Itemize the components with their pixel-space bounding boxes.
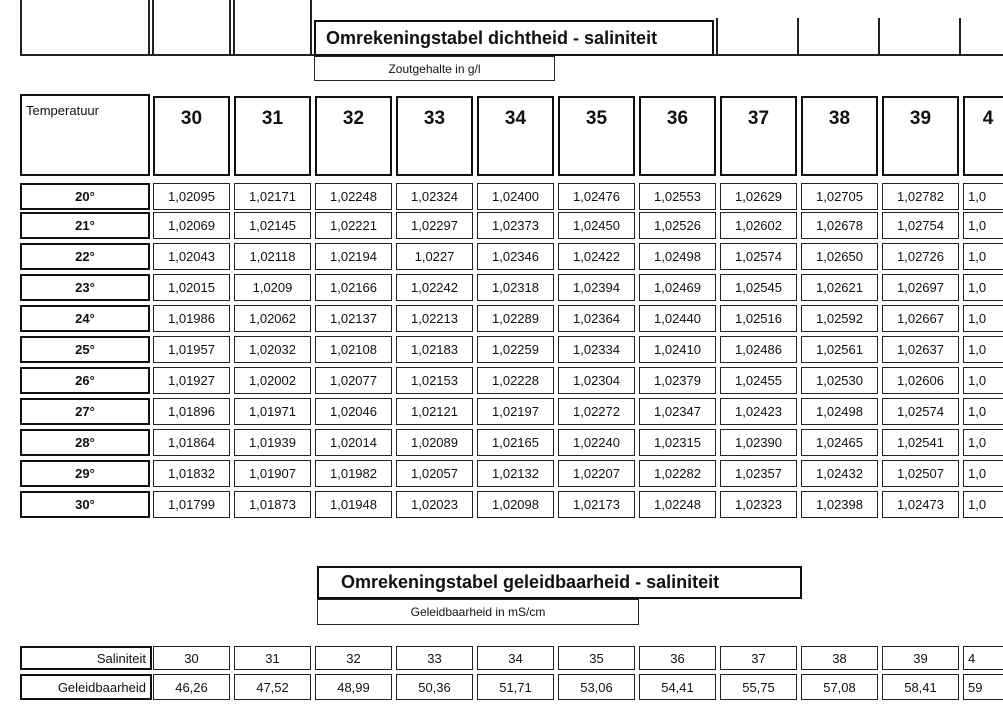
salinity-header-cell: 38 [801,96,878,176]
density-value-cell: 1,02272 [558,398,635,425]
density-value-cell: 1,02194 [315,243,392,270]
density-value-cell: 1,0 [963,212,1003,239]
density-value-cell: 1,02705 [801,183,878,210]
density-value-cell: 1,02002 [234,367,311,394]
density-value-cell: 1,02398 [801,491,878,518]
density-value-cell: 1,0 [963,491,1003,518]
density-value-cell: 1,02650 [801,243,878,270]
density-value-cell: 1,02357 [720,460,797,487]
density-value-cell: 1,0209 [234,274,311,301]
density-value-cell: 1,02507 [882,460,959,487]
density-value-cell: 1,02530 [801,367,878,394]
temperature-row-label: 25° [20,336,150,363]
conductivity-value-cell: 50,36 [396,674,473,700]
density-value-cell: 1,01864 [153,429,230,456]
density-value-cell: 1,0 [963,274,1003,301]
density-value-cell: 1,02440 [639,305,716,332]
temperature-row-label: 30° [20,491,150,518]
density-value-cell: 1,01832 [153,460,230,487]
temperature-row-label: 20° [20,183,150,210]
conductivity-value-cell: 58,41 [882,674,959,700]
salinity-value-cell: 38 [801,646,878,670]
density-value-cell: 1,02315 [639,429,716,456]
density-value-cell: 1,02410 [639,336,716,363]
density-value-cell: 1,02323 [720,491,797,518]
density-value-cell: 1,02423 [720,398,797,425]
density-value-cell: 1,02545 [720,274,797,301]
density-value-cell: 1,0 [963,429,1003,456]
salinity-row-label: Saliniteit [20,646,152,670]
conductivity-value-cell: 48,99 [315,674,392,700]
density-value-cell: 1,02297 [396,212,473,239]
density-value-cell: 1,02364 [558,305,635,332]
density-value-cell: 1,02259 [477,336,554,363]
salinity-value-cell: 30 [153,646,230,670]
density-value-cell: 1,02304 [558,367,635,394]
density-value-cell: 1,02678 [801,212,878,239]
conductivity-value-cell: 59 [963,674,1003,700]
conductivity-value-cell: 54,41 [639,674,716,700]
salinity-header-cell: 39 [882,96,959,176]
density-value-cell: 1,02602 [720,212,797,239]
density-value-cell: 1,02197 [477,398,554,425]
density-value-cell: 1,0 [963,305,1003,332]
density-value-cell: 1,01939 [234,429,311,456]
conductivity-value-cell: 57,08 [801,674,878,700]
density-value-cell: 1,02289 [477,305,554,332]
salinity-header-cell: 31 [234,96,311,176]
density-value-cell: 1,02432 [801,460,878,487]
density-value-cell: 1,0 [963,336,1003,363]
density-value-cell: 1,02183 [396,336,473,363]
density-value-cell: 1,02108 [315,336,392,363]
density-value-cell: 1,02606 [882,367,959,394]
density-value-cell: 1,02077 [315,367,392,394]
density-value-cell: 1,02207 [558,460,635,487]
salinity-value-cell: 33 [396,646,473,670]
density-value-cell: 1,02574 [720,243,797,270]
conductivity-value-cell: 53,06 [558,674,635,700]
density-value-cell: 1,01927 [153,367,230,394]
density-value-cell: 1,02637 [882,336,959,363]
density-value-cell: 1,02476 [558,183,635,210]
salinity-header-cell: 37 [720,96,797,176]
density-value-cell: 1,02171 [234,183,311,210]
density-value-cell: 1,02422 [558,243,635,270]
density-value-cell: 1,0 [963,367,1003,394]
density-value-cell: 1,02592 [801,305,878,332]
density-value-cell: 1,02574 [882,398,959,425]
density-value-cell: 1,02221 [315,212,392,239]
salinity-value-cell: 4 [963,646,1003,670]
density-value-cell: 1,02057 [396,460,473,487]
density-value-cell: 1,02526 [639,212,716,239]
density-value-cell: 1,01907 [234,460,311,487]
salinity-header-cell: 30 [153,96,230,176]
density-value-cell: 1,01948 [315,491,392,518]
density-value-cell: 1,02347 [639,398,716,425]
temperature-header: Temperatuur [20,94,150,176]
density-value-cell: 1,02095 [153,183,230,210]
density-value-cell: 1,02473 [882,491,959,518]
density-value-cell: 1,02754 [882,212,959,239]
density-value-cell: 1,02145 [234,212,311,239]
density-table-title: Omrekeningstabel dichtheid - saliniteit [314,20,714,56]
conductivity-table-subtitle: Geleidbaarheid in mS/cm [317,599,639,625]
salinity-header-cell: 33 [396,96,473,176]
salinity-header-cell: 4 [963,96,1003,176]
temperature-row-label: 24° [20,305,150,332]
density-value-cell: 1,02498 [801,398,878,425]
density-value-cell: 1,02069 [153,212,230,239]
conductivity-value-cell: 51,71 [477,674,554,700]
density-value-cell: 1,02032 [234,336,311,363]
density-value-cell: 1,02334 [558,336,635,363]
density-value-cell: 1,0 [963,460,1003,487]
salinity-value-cell: 36 [639,646,716,670]
salinity-value-cell: 31 [234,646,311,670]
density-value-cell: 1,01982 [315,460,392,487]
density-value-cell: 1,02121 [396,398,473,425]
density-value-cell: 1,02282 [639,460,716,487]
density-value-cell: 1,02373 [477,212,554,239]
density-value-cell: 1,02516 [720,305,797,332]
density-value-cell: 1,02324 [396,183,473,210]
temperature-row-label: 27° [20,398,150,425]
density-value-cell: 1,01873 [234,491,311,518]
density-value-cell: 1,02240 [558,429,635,456]
density-value-cell: 1,02213 [396,305,473,332]
salinity-value-cell: 35 [558,646,635,670]
density-value-cell: 1,01986 [153,305,230,332]
density-value-cell: 1,02400 [477,183,554,210]
density-value-cell: 1,02046 [315,398,392,425]
density-value-cell: 1,02455 [720,367,797,394]
density-value-cell: 1,02498 [639,243,716,270]
density-value-cell: 1,02629 [720,183,797,210]
density-value-cell: 1,01971 [234,398,311,425]
density-value-cell: 1,02043 [153,243,230,270]
density-value-cell: 1,0 [963,183,1003,210]
density-value-cell: 1,02697 [882,274,959,301]
density-value-cell: 1,02166 [315,274,392,301]
salinity-value-cell: 37 [720,646,797,670]
temperature-row-label: 22° [20,243,150,270]
density-value-cell: 1,02782 [882,183,959,210]
density-value-cell: 1,02450 [558,212,635,239]
density-value-cell: 1,02173 [558,491,635,518]
density-value-cell: 1,02248 [639,491,716,518]
conductivity-table-title: Omrekeningstabel geleidbaarheid - saliniteit [317,566,802,599]
density-value-cell: 1,0227 [396,243,473,270]
conductivity-value-cell: 47,52 [234,674,311,700]
density-value-cell: 1,02023 [396,491,473,518]
temperature-row-label: 29° [20,460,150,487]
density-value-cell: 1,02137 [315,305,392,332]
density-value-cell: 1,02118 [234,243,311,270]
density-value-cell: 1,02394 [558,274,635,301]
density-value-cell: 1,02726 [882,243,959,270]
density-value-cell: 1,02242 [396,274,473,301]
salinity-value-cell: 34 [477,646,554,670]
density-value-cell: 1,02465 [801,429,878,456]
density-value-cell: 1,02469 [639,274,716,301]
salinity-value-cell: 39 [882,646,959,670]
density-value-cell: 1,02014 [315,429,392,456]
density-value-cell: 1,02621 [801,274,878,301]
temperature-row-label: 21° [20,212,150,239]
temperature-row-label: 28° [20,429,150,456]
salinity-header-cell: 32 [315,96,392,176]
density-value-cell: 1,02062 [234,305,311,332]
density-value-cell: 1,02165 [477,429,554,456]
density-value-cell: 1,02132 [477,460,554,487]
density-value-cell: 1,02228 [477,367,554,394]
temperature-row-label: 23° [20,274,150,301]
density-value-cell: 1,01799 [153,491,230,518]
salinity-header-cell: 36 [639,96,716,176]
salinity-header-cell: 35 [558,96,635,176]
conductivity-value-cell: 55,75 [720,674,797,700]
density-value-cell: 1,02486 [720,336,797,363]
conductivity-value-cell: 46,26 [153,674,230,700]
density-value-cell: 1,02390 [720,429,797,456]
density-value-cell: 1,0 [963,398,1003,425]
density-value-cell: 1,02541 [882,429,959,456]
density-value-cell: 1,02015 [153,274,230,301]
density-value-cell: 1,02379 [639,367,716,394]
salinity-value-cell: 32 [315,646,392,670]
density-table-subtitle: Zoutgehalte in g/l [314,56,555,81]
density-value-cell: 1,02153 [396,367,473,394]
salinity-header-cell: 34 [477,96,554,176]
density-value-cell: 1,0 [963,243,1003,270]
density-value-cell: 1,01957 [153,336,230,363]
density-value-cell: 1,02248 [315,183,392,210]
density-value-cell: 1,02553 [639,183,716,210]
density-value-cell: 1,02346 [477,243,554,270]
density-value-cell: 1,02561 [801,336,878,363]
conductivity-row-label: Geleidbaarheid [20,674,152,700]
density-value-cell: 1,01896 [153,398,230,425]
density-value-cell: 1,02318 [477,274,554,301]
density-value-cell: 1,02098 [477,491,554,518]
density-value-cell: 1,02667 [882,305,959,332]
density-value-cell: 1,02089 [396,429,473,456]
temperature-row-label: 26° [20,367,150,394]
